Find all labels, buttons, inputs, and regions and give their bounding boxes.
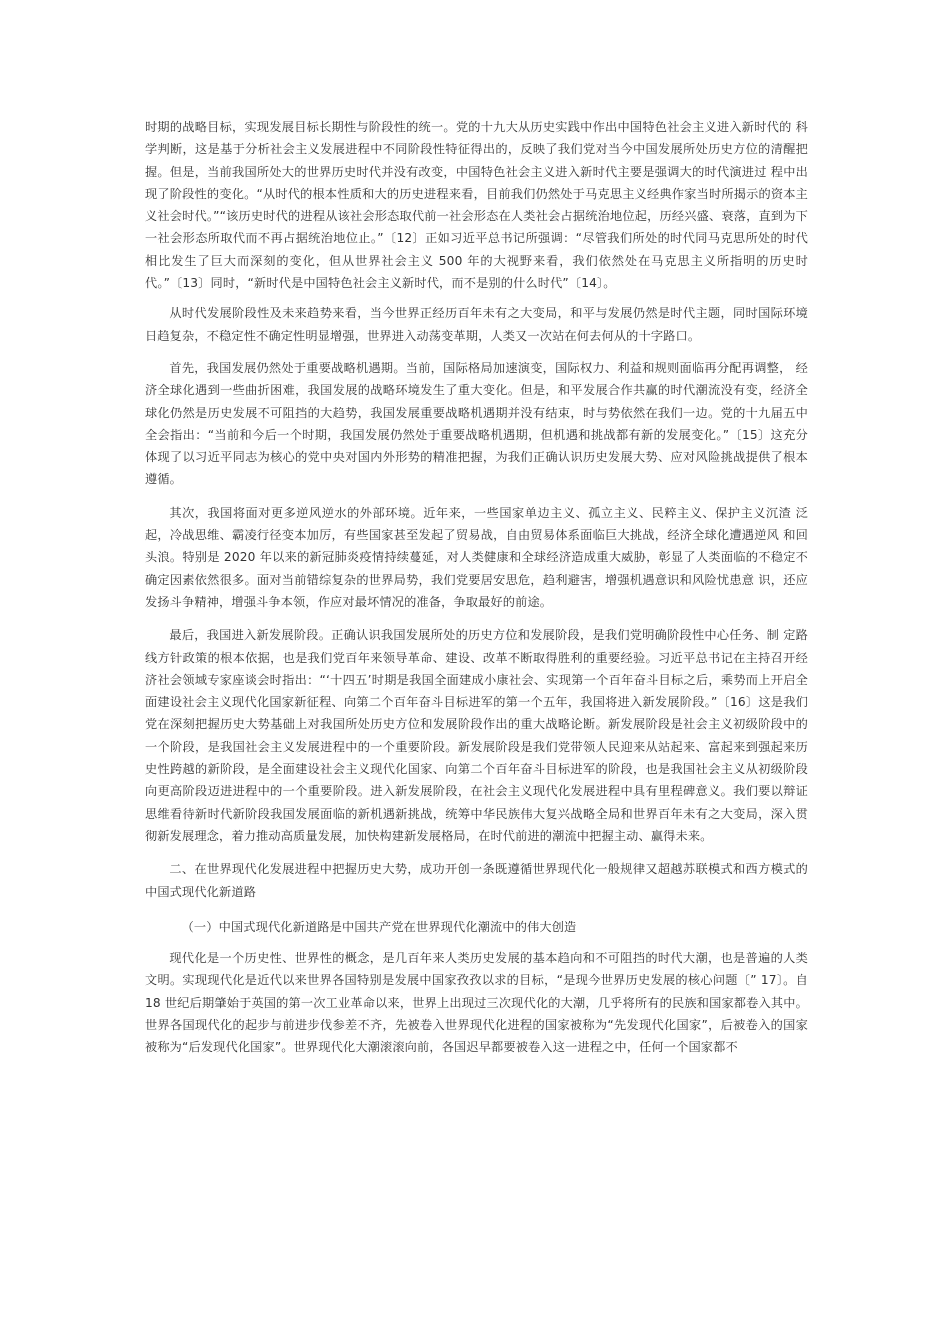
paragraph-3: 首先，我国发展仍然处于重要战略机遇期。当前，国际格局加速演变，国际权力、利益和规则面临再分配再调整， 经济全球化遇到一些曲折困难，我国发展的战略环境发生了重大变化。但是，和平发展合作共赢的时代潮流没有变，经济全球化仍然是历史发展不可阻挡的大趋势，我国发展重要战略机遇期并没有结束，时与势依然在我们一边。党的十九届五中全会指出：“当前和今后一个时期，我国发展仍然处于重要战略机遇期，但机遇和挑战都有新的发展变化。”〔15〕这充分体现了以习近平同志为核心的党中央对国内外形势的精准把握，为我们正确认识历史发展大势、应对风险挑战提供了根本遵循。 bbox=[145, 360, 808, 487]
paragraph-5: 最后，我国进入新发展阶段。正确认识我国发展所处的历史方位和发展阶段，是我们党明确阶段性中心任务、制 定路线方针政策的根本依据，也是我们党百年来领导革命、建设、改革不断取得胜利的重要经验。习近平总书记在主持召开经济社会领域专家座谈会时指出：“‘十四五’时期是我国全面建成小康社会、实现第一个百年奋斗目标之后，乘势而上开启全面建设社会主义现代化国家新征程、向第二个百年奋斗目标进军的第一个五年，我国将进入新发展阶段。”〔16〕这是我们党在深刻把握历史大势基础上对我国所处历史方位和发展阶段作出的重大战略论断。新发展阶段是社会主义初级阶段中的一个阶段，是我国社会主义发展进程中的一个重要阶段。新发展阶段是我们党带领人民迎来从站起来、富起来到强起来历史性跨越的新阶段，是全面建设社会主义现代化国家、向第二个百年奋斗目标进军的阶段，也是我国社会主义从初级阶段向更高阶段迈进进程中的一个重要阶段。进入新发展阶段，在社会主义现代化发展进程中具有里程碑意义。我们要以辩证思维看待新时代新阶段我国发展面临的新机遇新挑战，统筹中华民族伟大复兴战略全局和世界百年未有之大变局，深入贯彻新发展理念，着力推动高质量发展，加快构建新发展格局，在时代前进的潮流中把握主动、赢得未来。 bbox=[145, 628, 808, 843]
section-heading: 二、在世界现代化发展进程中把握历史大势，成功开创一条既遵循世界现代化一般规律又超越苏联模式和西方模式的中国式现代化新道路 bbox=[145, 862, 808, 899]
subsection-heading: （一）中国式现代化新道路是中国共产党在世界现代化潮流中的伟大创造 bbox=[181, 919, 577, 934]
document-body bbox=[145, 116, 808, 1059]
paragraph-1: 时期的战略目标，实现发展目标长期性与阶段性的统一。党的十九大从历史实践中作出中国特色社会主义进入新时代的 科学判断，这是基于分析社会主义发展进程中不同阶段性特征得出的，反映了我们党对当今中国发展所处历史方位的清醒把握。但是，当前我国所处大的世界历史时代并没有改变，中国特色社会主义进入新时代主要是强调大的时代演进过 程中出现了阶段性的变化。“从时代的根本性质和大的历史进程来看，目前我们仍然处于马克思主义经典作家当时所揭示的资本主义社会时代。”“该历史时代的进程从该社会形态取代前一社会形态在人类社会占据统治地位起，历经兴盛、衰落，直到为下一社会形态所取代而不再占据统治地位止。”〔12〕正如习近平总书记所强调：“尽管我们所处的时代同马克思所处的时代相比发生了巨大而深刻的变化，但从世界社会主义 500 年的大视野来看，我们依然处在马克思主义所指明的历史时代。”〔13〕同时，“新时代是中国特色社会主义新时代，而不是别的什么时代”〔14〕。 bbox=[145, 120, 808, 291]
paragraph-6: 现代化是一个历史性、世界性的概念，是几百年来人类历史发展的基本趋向和不可阻挡的时代大潮，也是普遍的人类文明。实现现代化是近代以来世界各国特别是发展中国家孜孜以求的目标，“是现今世界历史发展的核心问题〔” 17〕。自 18 世纪后期肇始于英国的第一次工业革命以来，世界上出现过三次现代化的大潮，几乎将所有的民族和国家都卷入其中。世界各国现代化的起步与前进步伐参差不齐，先被卷入世界现代化进程的国家被称为“先发现代化国家”，后被卷入的国家被称为“后发现代化国家”。世界现代化大潮滚滚向前，各国迟早都要被卷入这一进程之中，任何一个国家都不 bbox=[145, 951, 808, 1055]
paragraph-2: 从时代发展阶段性及未来趋势来看，当今世界正经历百年未有之大变局，和平与发展仍然是时代主题，同时国际环境日趋复杂，不稳定性不确定性明显增强，世界进入动荡变革期，人类又一次站在何去何从的十字路口。 bbox=[145, 306, 808, 343]
paragraph-4: 其次，我国将面对更多逆风逆水的外部环境。近年来，一些国家单边主义、孤立主义、民粹主义、保护主义沉渣 泛起，冷战思维、霸凌行径变本加厉，有些国家甚至发起了贸易战，自由贸易体系面临巨大挑战，经济全球化遭遇逆风 和回头浪。特别是 2020 年以来的新冠肺炎疫情持续蔓延，对人类健康和全球经济造成重大威胁，彰显了人类面临的不稳定不确定因素依然很多。面对当前错综复杂的世界局势，我们党要居安思危，趋利避害，增强机遇意识和风险忧患意 识，还应发扬斗争精神，增强斗争本领，作应对最坏情况的准备，争取最好的前途。 bbox=[145, 505, 808, 609]
